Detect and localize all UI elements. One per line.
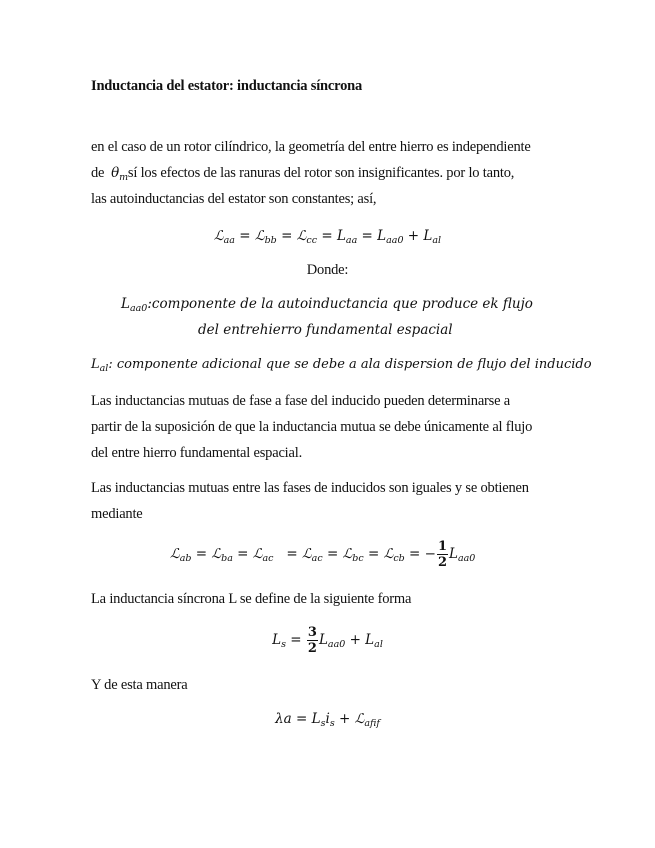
paragraph-2-line-2: partir de la suposición de que la inductancia mutua se debe únicamente al flujo bbox=[91, 419, 533, 435]
paragraph-2-line-1: Las inductancias mutuas de fase a fase del inducido pueden determinarse a bbox=[91, 393, 511, 409]
paragraph-3-line-1: Las inductancias mutuas entre las fases de inducidos son iguales y se obtienen bbox=[91, 480, 529, 496]
equation-synchronous-inductance: $L_s$ = $\frac{3}{2}$ $L_{aa0} + L_{al}$ bbox=[272, 625, 383, 656]
fraction-three-halves: $\frac{3}{2}$ bbox=[307, 625, 317, 656]
definition-laa0-line-2: del entrehierro fundamental espacial bbox=[198, 322, 453, 338]
definition-laa0-line-1: $L_{aa0}:componente$ de la autoinductancia que produce ek flujo bbox=[121, 296, 533, 314]
equation-flux-linkage: $\lambda a = L_si_s$ + ℒ$_{afif}$ bbox=[275, 711, 380, 729]
donde-label: Donde: bbox=[306, 262, 349, 278]
paragraph-1-line-1: en el caso de un rotor cilíndrico, la geometría del entre hierro es independiente bbox=[91, 139, 531, 155]
text-fragment: sí los efectos de las ranuras del rotor son insignificantes. por lo tanto, bbox=[127, 165, 515, 181]
paragraph-1-line-3: las autoinductancias del estator son constantes; así, bbox=[91, 191, 377, 207]
paragraph-4: La inductancia síncrona L se define de la siguiente forma bbox=[91, 591, 412, 607]
paragraph-1-line-2 bbox=[91, 165, 514, 182]
paragraph-3-line-2: mediante bbox=[91, 506, 143, 522]
theta-symbol: $\theta_m$ bbox=[111, 165, 128, 183]
equation-mutual-inductance: ℒ$_{ab}$ = ℒ$_{ba}$ = ℒ$_{ac}$ = ℒ$_{ac}$ = ℒ$_{bc}$ = ℒ$_{cb}$ = − $\frac{1}{2}$ $L_{aa0}$ bbox=[170, 539, 476, 570]
fraction-one-half: $\frac{1}{2}$ bbox=[437, 539, 447, 570]
paragraph-2-line-3: del entre hierro fundamental espacial. bbox=[91, 445, 303, 461]
paragraph-5: Y de esta manera bbox=[91, 677, 188, 693]
text-fragment: de bbox=[91, 165, 105, 181]
equation-self-inductance: ℒ$_{aa}$ = ℒ$_{bb}$ = ℒ$_{cc}$ = $L_{aa} = L_{aa0} + L_{al}$ bbox=[213, 228, 442, 246]
section-title: Inductancia del estator: inductancia síncrona bbox=[91, 78, 363, 94]
definition-lal: $L_{al}$: componente adicional que se debe a ala dispersion de flujo del inducido bbox=[91, 357, 592, 374]
